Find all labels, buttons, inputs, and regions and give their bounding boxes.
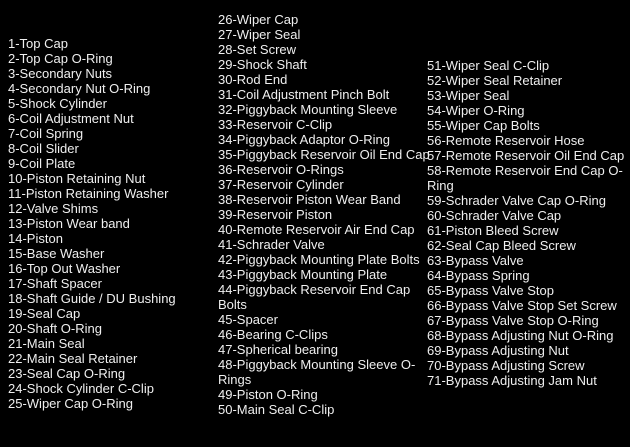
- part-list-item: 11-Piston Retaining Washer: [8, 186, 169, 201]
- part-list-item: 53-Wiper Seal: [427, 88, 510, 103]
- part-list-item: 46-Bearing C-Clips: [218, 327, 328, 342]
- part-list-item: 35-Piggyback Reservoir Oil End Cap: [218, 147, 430, 162]
- part-list-item: 6-Coil Adjustment Nut: [8, 111, 134, 126]
- part-list-item: 25-Wiper Cap O-Ring: [8, 396, 133, 411]
- part-list-item: 3-Secondary Nuts: [8, 66, 113, 81]
- part-list-item: 68-Bypass Adjusting Nut O-Ring: [427, 328, 614, 343]
- part-list-item: 65-Bypass Valve Stop: [427, 283, 554, 298]
- part-list-item: 31-Coil Adjustment Pinch Bolt: [218, 87, 390, 102]
- part-list-item: 36-Reservoir O-Rings: [218, 162, 344, 177]
- part-list-item: 29-Shock Shaft: [218, 57, 307, 72]
- parts-column-2: [218, 12, 430, 417]
- part-list-item: 22-Main Seal Retainer: [8, 351, 138, 366]
- part-list-item: 55-Wiper Cap Bolts: [427, 118, 540, 133]
- part-list-item: 63-Bypass Valve: [427, 253, 524, 268]
- part-list-item: 23-Seal Cap O-Ring: [8, 366, 126, 381]
- part-list-item: 39-Reservoir Piston: [218, 207, 333, 222]
- part-list-item: 32-Piggyback Mounting Sleeve: [218, 102, 398, 117]
- part-list-item: 1-Top Cap: [8, 36, 68, 51]
- part-list-item: 45-Spacer: [218, 312, 278, 327]
- part-list-item: 59-Schrader Valve Cap O-Ring: [427, 193, 606, 208]
- part-list-item: 2-Top Cap O-Ring: [8, 51, 113, 66]
- part-list-item: 47-Spherical bearing: [218, 342, 338, 357]
- part-list-item: 13-Piston Wear band: [8, 216, 130, 231]
- part-list-item: 64-Bypass Spring: [427, 268, 530, 283]
- part-list-item: 70-Bypass Adjusting Screw: [427, 358, 585, 373]
- part-list-item: 12-Valve Shims: [8, 201, 99, 216]
- part-list-item: 4-Secondary Nut O-Ring: [8, 81, 151, 96]
- part-list-item: 71-Bypass Adjusting Jam Nut: [427, 373, 597, 388]
- part-list-item: 44-Piggyback Reservoir End Cap Bolts: [218, 282, 411, 312]
- part-list-item: 60-Schrader Valve Cap: [427, 208, 562, 223]
- part-list-item: 24-Shock Cylinder C-Clip: [8, 381, 154, 396]
- part-list-item: 38-Reservoir Piston Wear Band: [218, 192, 401, 207]
- parts-column-1: [8, 36, 213, 411]
- part-list-item: 14-Piston: [8, 231, 63, 246]
- part-list-item: 15-Base Washer: [8, 246, 105, 261]
- part-list-item: 18-Shaft Guide / DU Bushing: [8, 291, 176, 306]
- part-list-item: 26-Wiper Cap: [218, 12, 299, 27]
- part-list-item: 52-Wiper Seal Retainer: [427, 73, 563, 88]
- part-list-item: 28-Set Screw: [218, 42, 297, 57]
- part-list-item: 43-Piggyback Mounting Plate: [218, 267, 388, 282]
- part-list-item: 27-Wiper Seal: [218, 27, 301, 42]
- part-list-item: 67-Bypass Valve Stop O-Ring: [427, 313, 599, 328]
- part-list-item: 61-Piston Bleed Screw: [427, 223, 559, 238]
- part-list-item: 62-Seal Cap Bleed Screw: [427, 238, 576, 253]
- part-list-item: 66-Bypass Valve Stop Set Screw: [427, 298, 617, 313]
- parts-column-3: [427, 58, 630, 388]
- part-list-item: 21-Main Seal: [8, 336, 85, 351]
- part-list-item: 34-Piggyback Adaptor O-Ring: [218, 132, 390, 147]
- part-list-item: 69-Bypass Adjusting Nut: [427, 343, 569, 358]
- part-list-item: 8-Coil Slider: [8, 141, 79, 156]
- part-list-item: 48-Piggyback Mounting Sleeve O-Rings: [218, 357, 416, 387]
- part-list-item: 30-Rod End: [218, 72, 288, 87]
- part-list-item: 37-Reservoir Cylinder: [218, 177, 344, 192]
- part-list-item: 5-Shock Cylinder: [8, 96, 107, 111]
- part-list-item: 33-Reservoir C-Clip: [218, 117, 333, 132]
- part-list-item: 58-Remote Reservoir End Cap O-Ring: [427, 163, 623, 193]
- part-list-item: 50-Main Seal C-Clip: [218, 402, 335, 417]
- part-list-item: 42-Piggyback Mounting Plate Bolts: [218, 252, 420, 267]
- part-list-item: 19-Seal Cap: [8, 306, 81, 321]
- part-list-item: 17-Shaft Spacer: [8, 276, 102, 291]
- part-list-item: 9-Coil Plate: [8, 156, 76, 171]
- part-list-item: 54-Wiper O-Ring: [427, 103, 525, 118]
- part-list-item: 57-Remote Reservoir Oil End Cap: [427, 148, 625, 163]
- part-list-item: 20-Shaft O-Ring: [8, 321, 102, 336]
- part-list-item: 41-Schrader Valve: [218, 237, 325, 252]
- part-list-item: 56-Remote Reservoir Hose: [427, 133, 585, 148]
- part-list-item: 7-Coil Spring: [8, 126, 84, 141]
- part-list-item: 10-Piston Retaining Nut: [8, 171, 146, 186]
- part-list-item: 16-Top Out Washer: [8, 261, 121, 276]
- part-list-item: 49-Piston O-Ring: [218, 387, 318, 402]
- part-list-item: 40-Remote Reservoir Air End Cap: [218, 222, 415, 237]
- part-list-item: 51-Wiper Seal C-Clip: [427, 58, 550, 73]
